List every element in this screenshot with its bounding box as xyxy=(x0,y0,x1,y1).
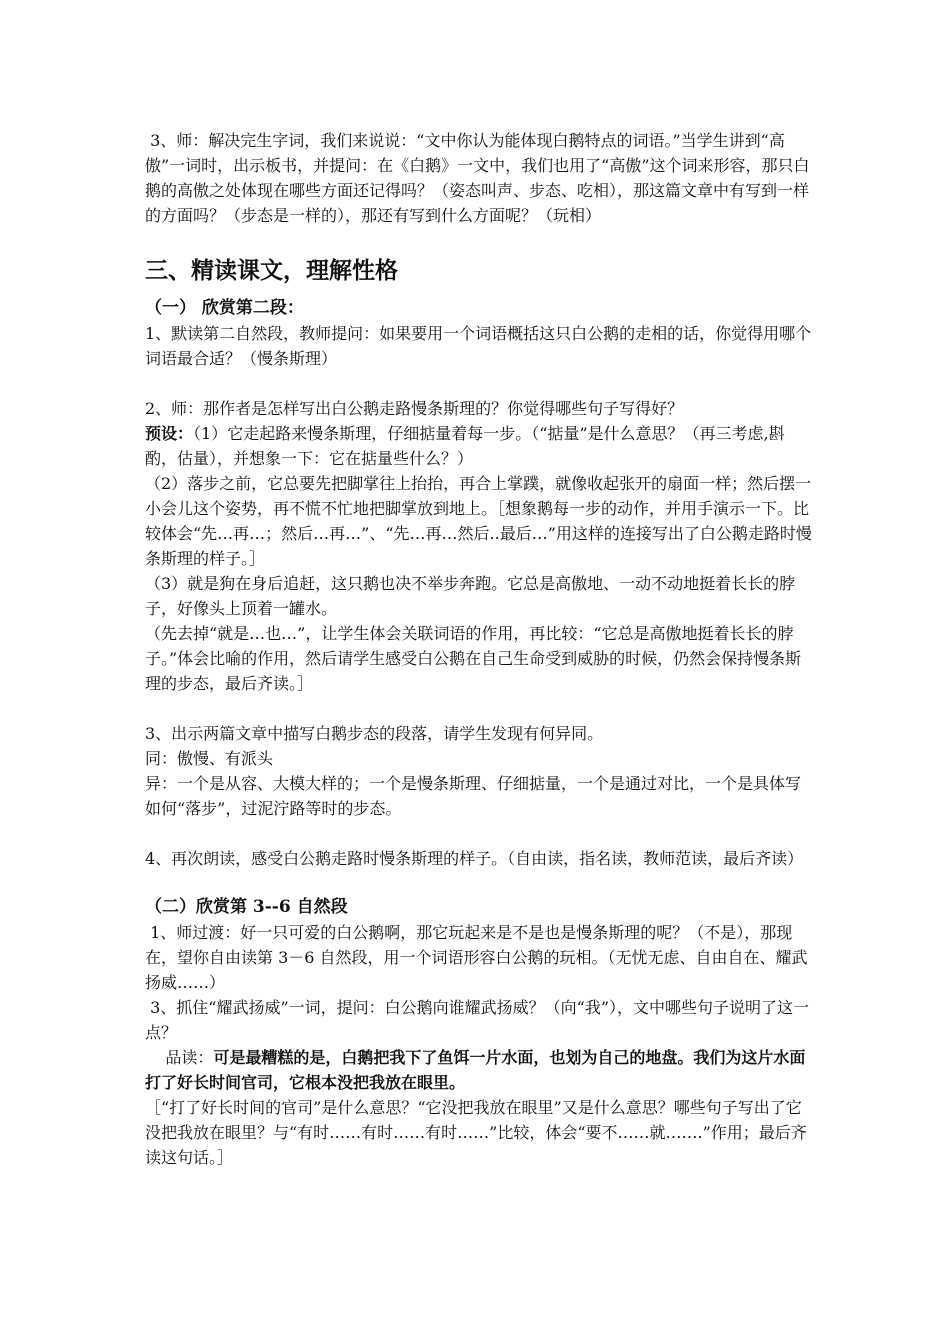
preset-item-3: （3）就是狗在身后追赶，这只鹅也决不举步奔跑。它总是高傲地、一动不动地挺着长长的脖子，好像头上顶着一罐水。 xyxy=(145,574,796,618)
reading-note: ［“打了好长时间的官司”是什么意思？“它没把我放在眼里”又是什么意思？哪些句子写出了它没把我放在眼里？与“有时……有时……有时……”比较，体会“要不……就…….”作用；最后齐读这句话。］ xyxy=(145,1098,807,1167)
question-3: 3、出示两篇文章中描写白鹅步态的段落，请学生发现有何异同。 xyxy=(145,724,604,743)
spacer xyxy=(145,821,815,846)
question-4: 4、再次朗读，感受白公鹅走路时慢条斯理的样子。（自由读，指名读，教师范读，最后齐读） xyxy=(145,849,804,868)
difference-line: 异：一个是从容、大模大样的；一个是慢条斯理、仔细掂量，一个是通过对比，一个是具体写如何“落步”，过泥泞路等时的步态。 xyxy=(145,774,802,818)
reading-text: 可是最糟糕的是，白鹅把我下了鱼饵一片水面，也划为自己的地盘。我们为这片水面打了好长时间官司，它根本没把我放在眼里。 xyxy=(145,1048,806,1092)
question-2: 2、师：那作者是怎样写出白公鹅走路慢条斯理的？你觉得哪些句子写得好？ xyxy=(145,399,684,418)
preset-label: 预设： xyxy=(145,424,194,443)
similarity-line: 同：傲慢、有派头 xyxy=(145,749,274,768)
spacer xyxy=(145,371,815,396)
question-1: 1、默读第二自然段，教师提问：如果要用一个词语概括这只白公鹅的走相的话，你觉得用哪个词语最合适？（慢条斯理） xyxy=(145,324,812,368)
subsection-heading-1: （一） 欣赏第二段： xyxy=(145,298,304,318)
part2-question-1: 1、师过渡：好一只可爱的白公鹅啊，那它玩起来是不是也是慢条斯理的呢？（不是），那现在，望你自由读第 3－6 自然段，用一个词语形容白公鹅的玩相。（无忧无虑、自由自在、耀武扬威……） xyxy=(145,923,808,992)
subsection-heading-2: （二）欣赏第 3--6 自然段 xyxy=(145,897,348,917)
spacer xyxy=(145,696,815,721)
preset-item-3-note: （先去掉“就是…也…”，让学生体会关联词语的作用，再比较：“它总是高傲地挺着长长的脖子。”体会比喻的作用，然后请学生感受白公鹅在自己生命受到威胁的时候，仍然会保持慢条斯理的步态，最后齐读。］ xyxy=(145,624,802,693)
document-page xyxy=(145,128,815,1170)
part2-question-3: 3、抓住“耀武扬威”一词，提问：白公鹅向谁耀武扬威？（向“我”），文中哪些句子说明了这一点？ xyxy=(145,998,809,1042)
preset-paragraph xyxy=(145,421,815,471)
section-heading: 三、精读课文，理解性格 xyxy=(145,258,398,284)
reading-paragraph xyxy=(145,1045,815,1095)
reading-label: 品读： xyxy=(145,1048,214,1067)
intro-paragraph: 3、师：解决完生字词，我们来说说：“文中你认为能体现白鹅特点的词语。”当学生讲到“高傲”一词时，出示板书，并提问：在《白鹅》一文中，我们也用了“高傲”这个词来形容，那只白鹅的高傲之处体现在哪些方面还记得吗？（姿态叫声、步态、吃相），那这篇文章中有写到一样的方面吗？（步态是一样的），那还有写到什么方面呢？（玩相） xyxy=(145,131,810,225)
spacer xyxy=(145,871,815,895)
preset-item-2: （2）落步之前，它总要先把脚掌往上抬抬，再合上掌蹼，就像收起张开的扇面一样；然后摆一小会儿这个姿势，再不慌不忙地把脚掌放到地上。［想象鹅每一步的动作，并用手演示一下。比较体会“先…再…；然后…再…”、“先…再…然后..最后…”用这样的连接写出了白公鹅走路时慢条斯理的样子。］ xyxy=(145,474,812,568)
preset-text: （1）它走起路来慢条斯理，仔细掂量着每一步。（“掂量”是什么意思？（再三考虑,斟酌，估量），并想象一下：它在掂量些什么？） xyxy=(145,424,785,468)
